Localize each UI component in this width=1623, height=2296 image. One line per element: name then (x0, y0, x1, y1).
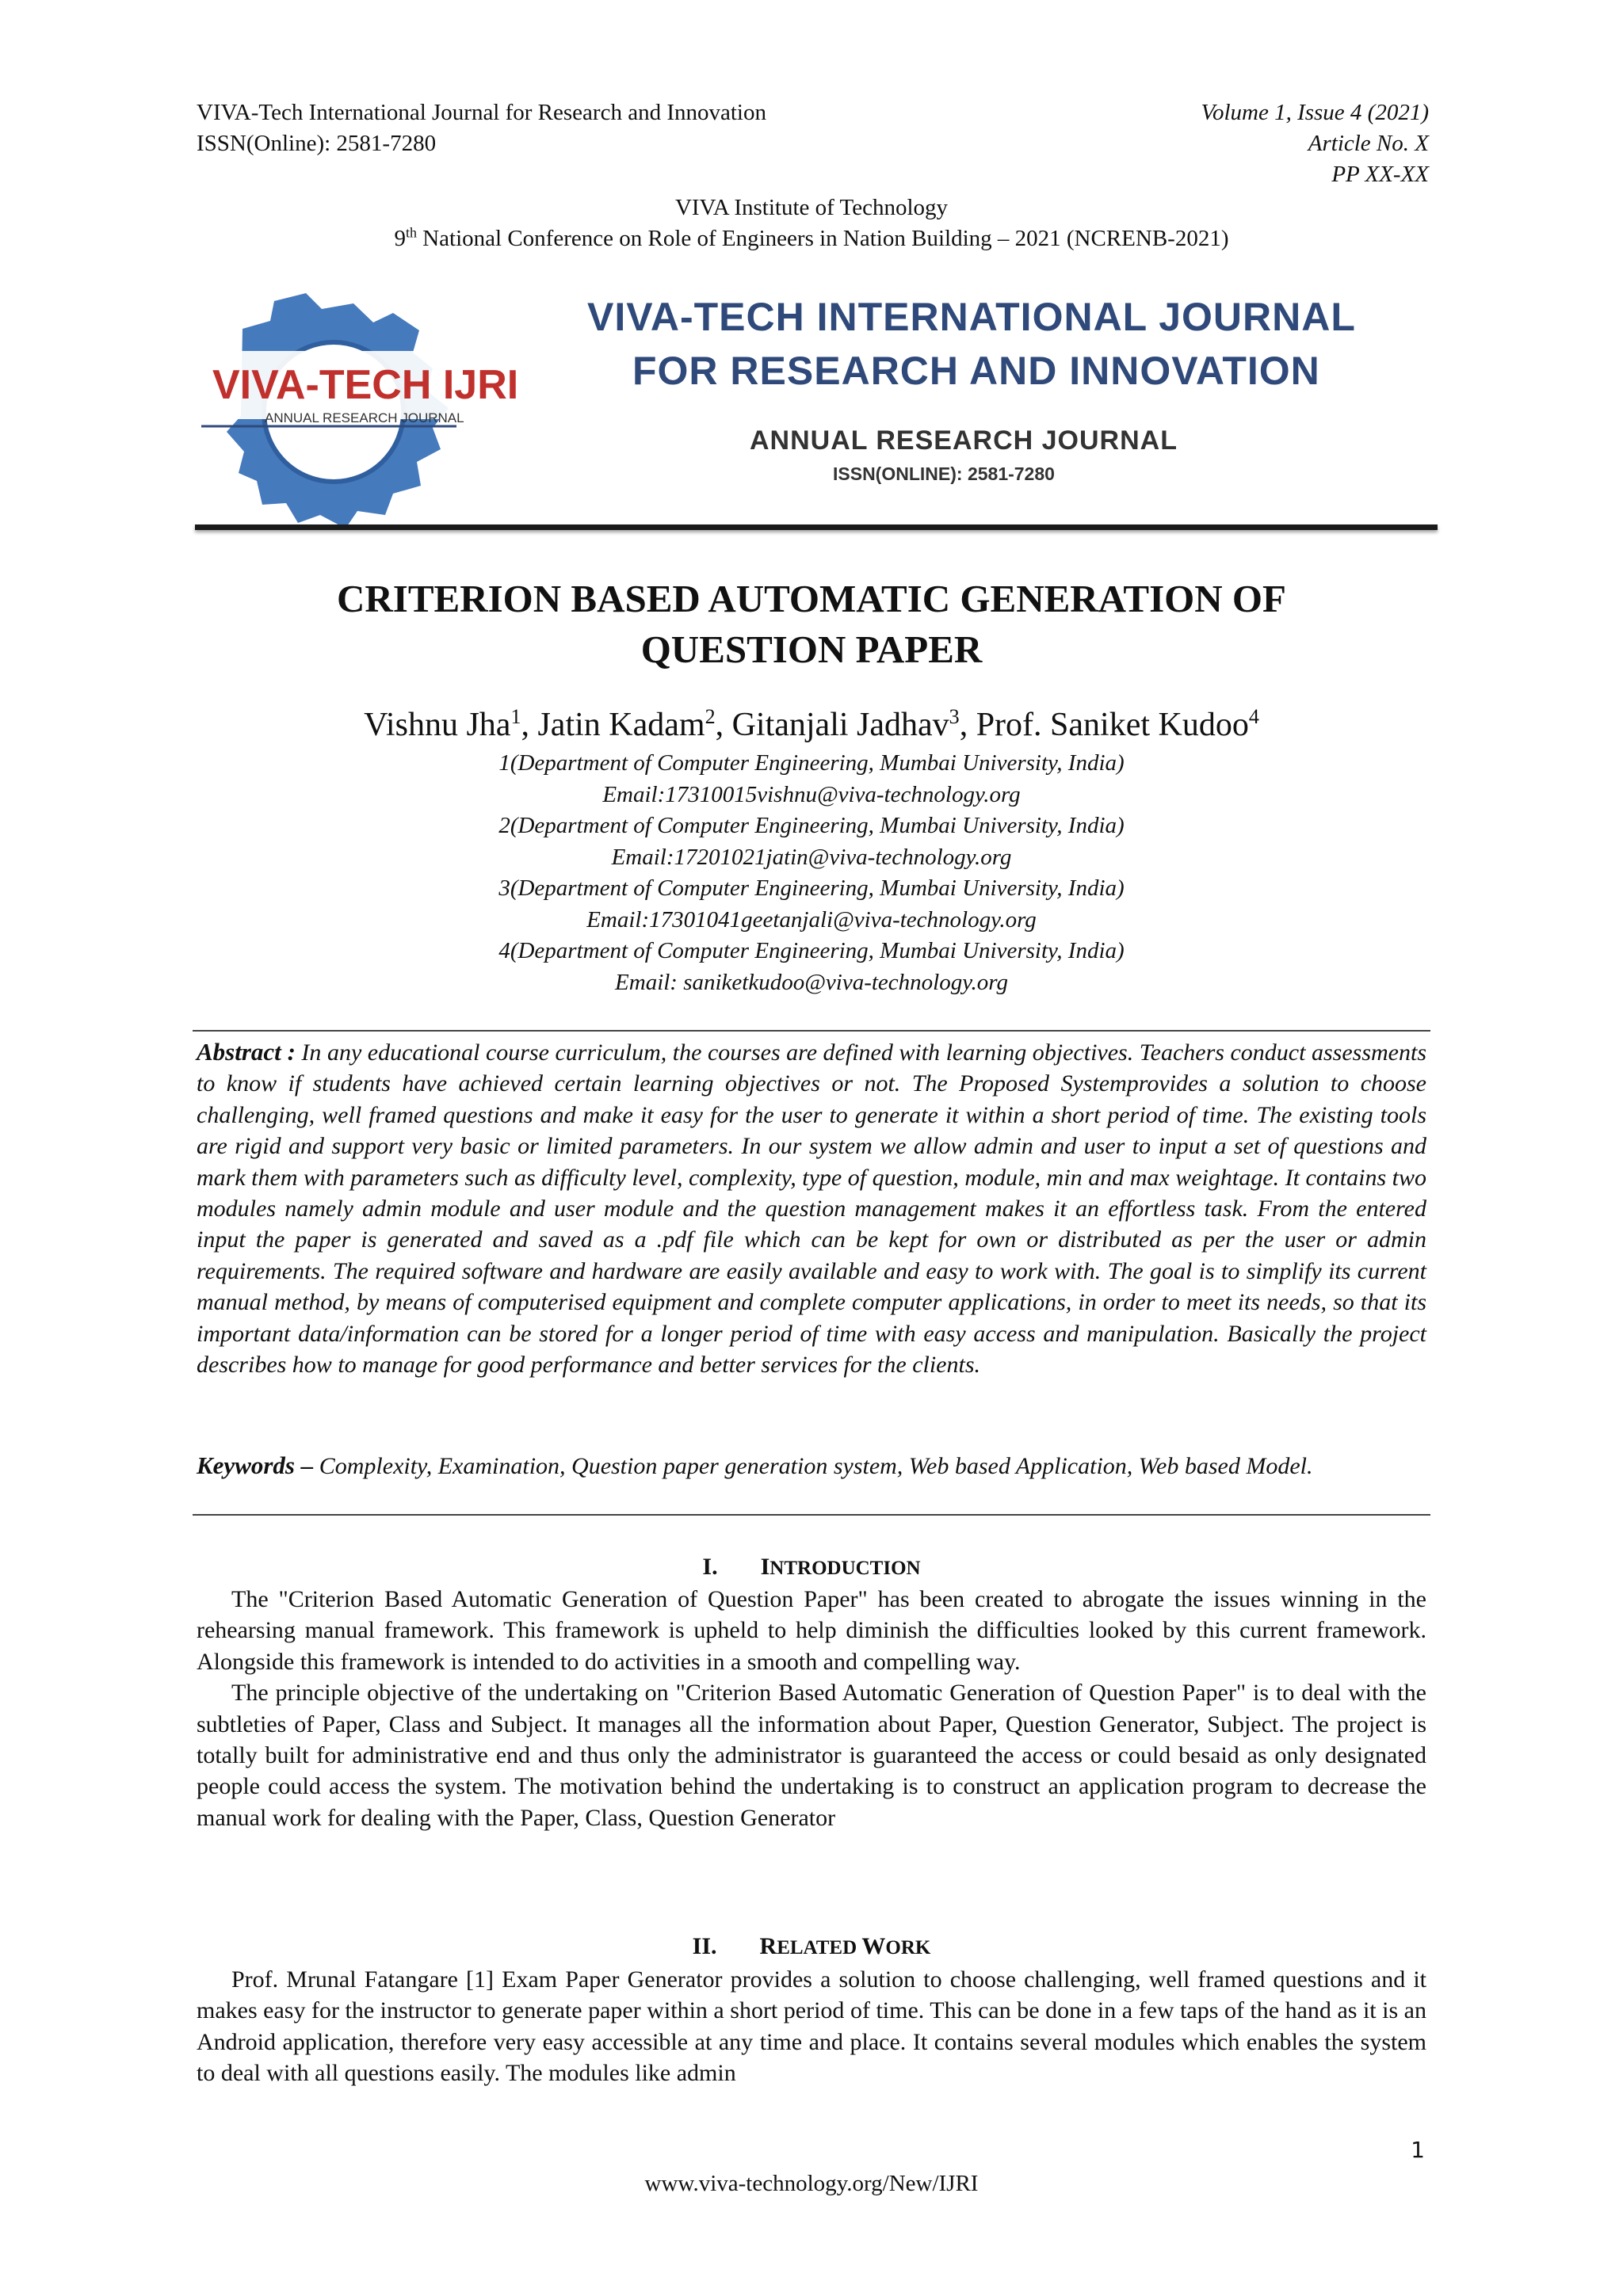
banner-annual: ANNUAL RESEARCH JOURNAL (750, 425, 1178, 456)
related-work-body (197, 1964, 1426, 2089)
logo-text: VIVA-TECH IJRI (212, 362, 519, 408)
author-name: Gitanjali Jadhav (731, 707, 949, 743)
page-number: 1 (1411, 2137, 1425, 2163)
banner-issn: ISSN(ONLINE): 2581-7280 (833, 463, 1055, 484)
paragraph: The "Criterion Based Automatic Generation of Question Paper" has been created to abrogate the issues winning in the rehearsing manual framework. This framework is upheld to help diminish the difficulties looked by this current framework. Alongside this framework is intended to do activities in a smooth and compelling way. (197, 1586, 1426, 1675)
banner-divider (195, 524, 1438, 530)
logo-subtext: ANNUAL RESEARCH JOURNAL (265, 410, 464, 425)
keywords-label: Keywords – (197, 1451, 314, 1479)
page-range: PP XX-XX (1331, 162, 1429, 187)
institute-name: VIVA Institute of Technology (674, 195, 949, 220)
paragraph: Prof. Mrunal Fatangare [1] Exam Paper Generator provides a solution to choose challenging, well framed questions and it makes easy for the instructor to generate paper within a short period of time. This can be done in a few taps of the hand as it is an Android application, therefore very easy accessible at any time and place. It contains several modules which enables the system to deal with all questions easily. The modules like admin (197, 1966, 1426, 2087)
paper-title: CRITERION BASED AUTOMATIC GENERATION OF QUESTION PAPER (337, 577, 1286, 671)
section-heading-introduction: I. INTRODUCTION (702, 1554, 921, 1580)
author-name: Prof. Saniket Kudoo (976, 707, 1249, 743)
affiliation-line: 1(Department of Computer Engineering, Mumbai University, India) (498, 750, 1125, 776)
keywords (197, 1450, 1426, 1482)
email-line: Email: saniketkudoo@viva-technology.org (615, 969, 1008, 995)
email-line: Email:17301041geetanjali@viva-technology.org (586, 906, 1037, 933)
journal-banner (195, 273, 1439, 527)
abstract (197, 1036, 1426, 1380)
affiliation-line: 2(Department of Computer Engineering, Mumbai University, India) (498, 813, 1125, 838)
author-list: Vishnu Jha$^1$, Jatin Kadam$^2$, Gitanjali Jadhav$^3$, Prof. Saniket Kudoo$^4$ (364, 705, 1259, 743)
abstract-bottom-rule (193, 1514, 1430, 1516)
banner-title-2: FOR RESEARCH AND INNOVATION (632, 349, 1320, 393)
affiliations (0, 748, 1623, 998)
affiliation-line: 3(Department of Computer Engineering, Mumbai University, India) (498, 875, 1125, 901)
issn: ISSN(Online): 2581-7280 (197, 131, 437, 156)
author-name: Jatin Kadam (537, 707, 705, 743)
author-name: Vishnu Jha (364, 707, 511, 743)
article-no: Article No. X (1308, 131, 1429, 156)
abstract-top-rule (193, 1030, 1430, 1032)
affiliation-line: 4(Department of Computer Engineering, Mumbai University, India) (498, 938, 1125, 963)
section-heading-related-work: II. RELATED WORK (692, 1933, 931, 1959)
abstract-label: Abstract : (197, 1038, 296, 1066)
footer-url: www.viva-technology.org/New/IJRI (644, 2171, 979, 2196)
volume-issue: Volume 1, Issue 4 (2021) (1201, 100, 1429, 125)
introduction-body (197, 1584, 1426, 1833)
keywords-text: Complexity, Examination, Question paper generation system, Web based Application, Web based Model. (313, 1453, 1313, 1479)
email-line: Email:17310015vishnu@viva-technology.org (602, 781, 1021, 807)
conference-name: 9th National Conference on Role of Engineers in Nation Building – 2021 (NCRENB-2021) (394, 224, 1229, 251)
paragraph: The principle objective of the undertaking on "Criterion Based Automatic Generation of Question Paper" is to deal with the subtleties of Paper, Class and Subject. It manages all the information about Paper, Question Generator, Subject. The project is totally built for administrative end and thus only the administrator is guaranteed the access or could besaid as only designated people could access the system. The motivation behind the undertaking is to construct an application program to decrease the manual work for dealing with the Paper, Class, Question Generator (197, 1680, 1426, 1831)
banner-title-1: VIVA-TECH INTERNATIONAL JOURNAL (587, 295, 1356, 339)
abstract-text: In any educational course curriculum, the courses are defined with learning objectives. Teachers conduct assessments to know if students have achieved certain learning objectives or not. The Proposed Systemprovides a solution to choose challenging, well framed questions and make it easy for the user to generate it within a short period of time. The existing tools are rigid and support very basic or limited parameters. In our system we allow admin and user to input a set of questions and mark them with parameters such as difficulty level, complexity, type of question, module, min and max weightage. It contains two modules namely admin module and user module and the question management makes it an effortless task. From the entered input the paper is generated and saved as a .pdf file which can be kept for own or distributed as per the user or admin requirements. The required software and hardware are easily available and easy to work with. The goal is to simplify its current manual method, by means of computerised equipment and complete computer applications, in order to meet its needs, so that its important data/information can be stored for a longer period of time with easy access and manipulation. Basically the project describes how to manage for good performance and better services for the clients. (197, 1039, 1426, 1379)
email-line: Email:17201021jatin@viva-technology.org (611, 844, 1012, 870)
journal-name: VIVA-Tech International Journal for Research and Innovation (197, 100, 766, 125)
